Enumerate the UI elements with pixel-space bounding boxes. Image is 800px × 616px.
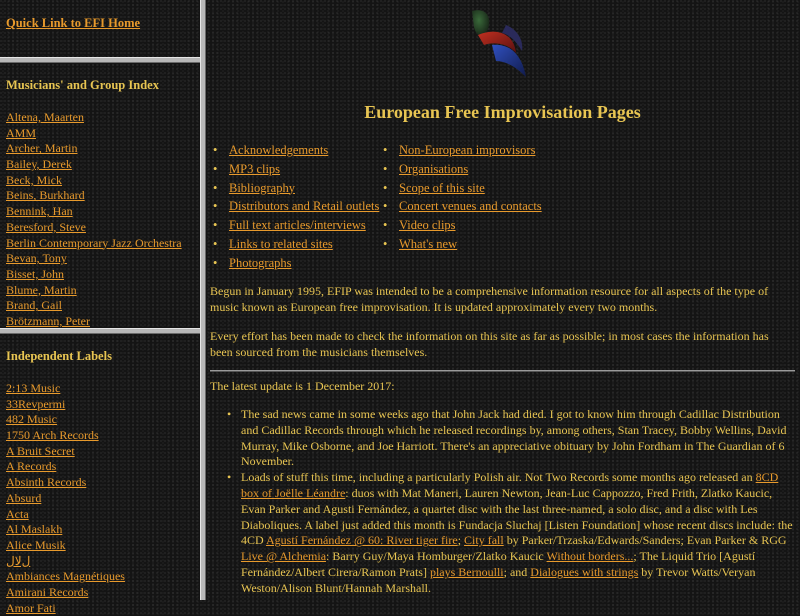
intro-paragraph: Begun in January 1995, EFIP was intended to be a comprehensive information resource for all aspects of the type of music known as European free improvisation. It is updated approximately every two months.: [210, 284, 769, 314]
label-item: [6, 428, 194, 444]
nav-item-link[interactable]: Acknowledgements: [229, 143, 329, 157]
musician-item-link[interactable]: AMM: [6, 125, 37, 140]
page-title: European Free Improvisation Pages: [364, 102, 641, 122]
label-item-link[interactable]: 2:13 Music: [6, 381, 61, 395]
news-text: by Trevor Watts/Veryan Weston/Alison Blunt/Hannah Marshall.: [241, 564, 756, 595]
musician-item-link[interactable]: Bisset, John: [6, 266, 65, 281]
label-item: [6, 491, 194, 507]
news-item: [210, 407, 793, 470]
efi-home-link[interactable]: Quick Link to EFI Home: [6, 16, 141, 30]
label-item: [6, 444, 194, 460]
news-text: : duos with Mat Maneri, Lauren Newton, Jean-Luc Cappozzo, Fred Frith, Zlatko Kaucic, Evan Parker and Agusti Fernández, a quartet disc with the last three-named, a solo disc, and a disc with Les Diaboliques. A label just added this month is Fundacja Sluchaj [Listen Foundation] whose recent discs include: the 4CD: [241, 485, 793, 548]
musician-item: [6, 188, 194, 204]
label-item: [6, 569, 194, 585]
label-item-link[interactable]: 33Revpermi: [6, 396, 66, 411]
musician-item-link[interactable]: Archer, Martin: [6, 141, 78, 156]
labels-heading: Independent Labels: [6, 349, 112, 363]
label-item-link[interactable]: Alice Musik: [6, 537, 66, 552]
nav-item: [210, 160, 379, 179]
labels-frame: [0, 334, 200, 615]
musician-item: [6, 204, 194, 220]
vertical-frame-divider[interactable]: [200, 0, 206, 600]
news-text: ; and: [503, 564, 531, 579]
label-item: [6, 601, 194, 616]
nav-item: [210, 179, 379, 198]
update-heading: The latest update is 1 December 2017:: [210, 379, 395, 393]
musician-item: [6, 173, 194, 189]
musician-item-link[interactable]: Beins, Burkhard: [6, 188, 85, 203]
nav-item-link[interactable]: Scope of this site: [399, 180, 485, 195]
nav-item: [380, 235, 542, 254]
musician-item: [6, 110, 194, 126]
musician-item-link[interactable]: Brötzmann, Peter: [6, 313, 90, 328]
label-item-link[interactable]: A Records: [6, 459, 57, 474]
nav-item: [380, 160, 542, 179]
nav-item-link[interactable]: MP3 clips: [229, 161, 281, 176]
news-link[interactable]: Agustí Fernández @ 60: River tiger fire: [266, 533, 458, 548]
musician-item-link[interactable]: Beresford, Steve: [6, 219, 86, 234]
label-item-link[interactable]: Acta: [6, 506, 29, 521]
nav-item: [210, 254, 379, 273]
nav-item: [210, 216, 379, 235]
nav-item: [210, 197, 379, 216]
label-item: [6, 475, 194, 491]
nav-item-link[interactable]: Photographs: [229, 255, 292, 270]
nav-list-right: [380, 141, 542, 254]
news-text: : Barry Guy/Maya Homburger/Zlatko Kaucic: [326, 549, 547, 564]
nav-item-link[interactable]: Video clips: [399, 218, 456, 233]
nav-item: [380, 197, 542, 216]
main-content: [210, 0, 795, 600]
news-text: by Parker/Trzaska/Edwards/Sanders; Evan Parker & RGG: [503, 533, 787, 548]
musicians-list: [6, 110, 194, 330]
musician-item: [6, 236, 194, 252]
label-item: [6, 381, 194, 397]
label-item: [6, 397, 194, 413]
label-item-link[interactable]: ﻝﻻﻝ: [6, 553, 31, 568]
disclaimer-paragraph: Every effort has been made to check the information on this site as far as possible; in most cases the information has been sourced from the musicians themselves.: [210, 329, 769, 359]
musician-item-link[interactable]: Blume, Martin: [6, 282, 77, 297]
musician-item-link[interactable]: Bevan, Tony: [6, 251, 67, 266]
musician-item-link[interactable]: Berlin Contemporary Jazz Orchestra: [6, 235, 182, 250]
musician-item: [6, 126, 194, 142]
news-list: [210, 407, 793, 597]
home-frame: [0, 0, 200, 57]
nav-item-link[interactable]: Concert venues and contacts: [399, 199, 542, 214]
label-item-link[interactable]: 482 Music: [6, 412, 57, 427]
label-item-link[interactable]: 1750 Arch Records: [6, 428, 99, 443]
news-text: Loads of stuff this time, including a particularly Polish air. Not Two Records some months ago released an: [241, 470, 756, 485]
news-link[interactable]: plays Bernoulli: [429, 564, 504, 579]
nav-item: [380, 216, 542, 235]
news-link[interactable]: City fall: [464, 533, 504, 548]
label-item: [6, 522, 194, 538]
musician-item: [6, 251, 194, 267]
nav-item: [210, 141, 379, 160]
musicians-frame: [0, 63, 200, 328]
news-link[interactable]: Dialogues with strings: [530, 564, 639, 579]
nav-list-left: [210, 141, 379, 273]
news-link[interactable]: 8CD box of Joëlle Léandre: [241, 470, 779, 500]
nav-item-link[interactable]: Links to related sites: [229, 236, 333, 251]
musician-item: [6, 298, 194, 314]
label-item: [6, 412, 194, 428]
musician-item-link[interactable]: Altena, Maarten: [6, 110, 84, 124]
label-item-link[interactable]: Al Maslakh: [6, 522, 63, 537]
nav-item-link[interactable]: Full text articles/interviews: [229, 218, 366, 233]
nav-item-link[interactable]: Bibliography: [229, 180, 295, 195]
nav-item-link[interactable]: What's new: [399, 236, 458, 251]
musician-item: [6, 283, 194, 299]
label-item: [6, 538, 194, 554]
efi-logo-icon: [466, 5, 538, 81]
musician-item-link[interactable]: Bennink, Han: [6, 204, 73, 219]
label-item-link[interactable]: A Bruit Secret: [6, 443, 75, 458]
label-item: [6, 507, 194, 523]
musician-item: [6, 267, 194, 283]
nav-item-link[interactable]: Distributors and Retail outlets: [229, 199, 380, 214]
horizontal-rule: [210, 370, 795, 372]
label-item-link[interactable]: Absurd: [6, 490, 42, 505]
news-text: The sad news came in some weeks ago that John Jack had died. I got to know him through Cadillac Distribution and Cadillac Records through which he released recordings by, among others, Stan Tracey, Bobby Wellins, David Murray, Mike Osborne, and Joe Harriott. There's an appreciative obituary by John Fordham in The Guardian of 6 November.: [241, 407, 787, 469]
news-link[interactable]: Without borders...: [546, 549, 634, 564]
label-item-link[interactable]: Ambiances Magnétiques: [6, 569, 125, 584]
nav-item: [210, 235, 379, 254]
news-text: ; The Liquid Trio [Agustí Fernández/Albert Cirera/Ramon Prats]: [241, 549, 756, 579]
musician-item: [6, 141, 194, 157]
label-item-link[interactable]: Absinth Records: [6, 475, 87, 490]
news-item: [210, 470, 793, 596]
nav-item: [380, 141, 542, 160]
label-item: [6, 459, 194, 475]
musicians-heading: Musicians' and Group Index: [6, 78, 159, 92]
label-item: [6, 554, 194, 570]
nav-item: [380, 179, 542, 198]
musician-item: [6, 157, 194, 173]
labels-list: [6, 381, 194, 616]
label-item: [6, 585, 194, 601]
musician-item: [6, 220, 194, 236]
musician-item-link[interactable]: Brand, Gail: [6, 298, 62, 313]
nav-item-link[interactable]: Non-European improvisors: [399, 143, 536, 157]
musician-item-link[interactable]: Beck, Mick: [6, 172, 62, 187]
news-link[interactable]: Live @ Alchemia: [241, 549, 327, 564]
nav-item-link[interactable]: Organisations: [399, 161, 469, 176]
label-item-link[interactable]: Amirani Records: [6, 584, 89, 599]
news-text: ;: [457, 533, 465, 548]
label-item-link[interactable]: Amor Fati: [6, 600, 56, 615]
left-sidebar: [0, 0, 200, 615]
musician-item-link[interactable]: Bailey, Derek: [6, 157, 72, 172]
